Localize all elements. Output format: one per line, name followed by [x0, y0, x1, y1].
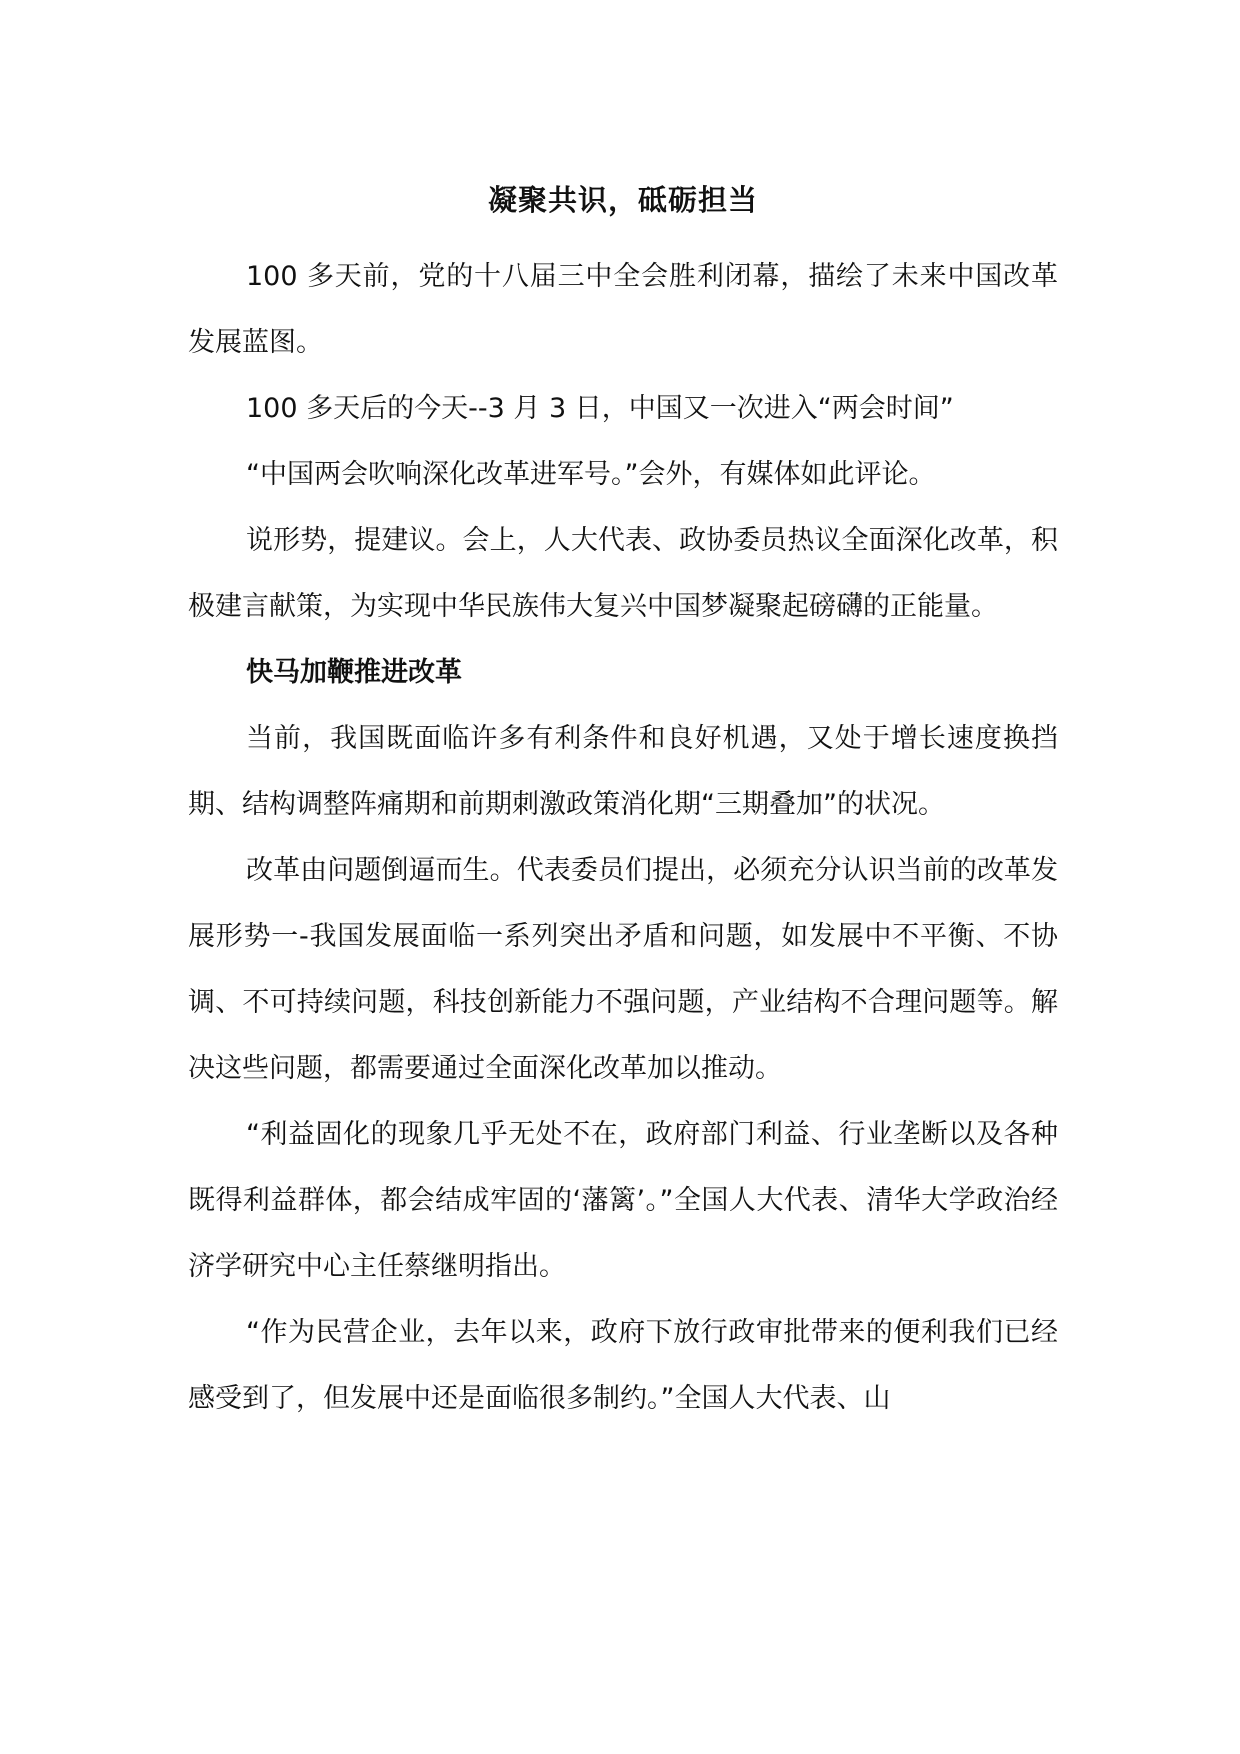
paragraph-4: 说形势，提建议。会上，人大代表、政协委员热议全面深化改革，积极建言献策，为实现中华民族伟大复兴中国梦凝聚起磅礴的正能量。 — [188, 525, 1058, 622]
paragraph-1: 100 多天前，党的十八届三中全会胜利闭幕，描绘了未来中国改革发展蓝图。 — [188, 261, 1058, 358]
paragraph-7: “利益固化的现象几乎无处不在，政府部门利益、行业垄断以及各种既得利益群体，都会结成牢固的‘藩篱’。”全国人大代表、清华大学政治经济学研究中心主任蔡继明指出。 — [188, 1119, 1058, 1282]
document-body — [188, 244, 1058, 1432]
paragraph-5: 当前，我国既面临许多有利条件和良好机遇，又处于增长速度换挡期、结构调整阵痛期和前期刺激政策消化期“三期叠加”的状况。 — [188, 723, 1058, 820]
paragraph-3: “中国两会吹响深化改革进军号。”会外，有媒体如此评论。 — [246, 459, 936, 490]
document-title: 凝聚共识，砥砺担当 — [487, 183, 758, 217]
section-subheading: 快马加鞭推进改革 — [246, 657, 462, 688]
paragraph-2: 100 多天后的今天--3 月 3 日，中国又一次进入“两会时间” — [246, 393, 954, 424]
paragraph-6: 改革由问题倒逼而生。代表委员们提出，必须充分认识当前的改革发展形势一-我国发展面临一系列突出矛盾和问题，如发展中不平衡、不协调、不可持续问题，科技创新能力不强问题，产业结构不合理问题等。解决这些问题，都需要通过全面深化改革加以推动。 — [188, 855, 1058, 1084]
paragraph-8: “作为民营企业，去年以来，政府下放行政审批带来的便利我们已经感受到了，但发展中还是面临很多制约。”全国人大代表、山 — [188, 1317, 1058, 1414]
